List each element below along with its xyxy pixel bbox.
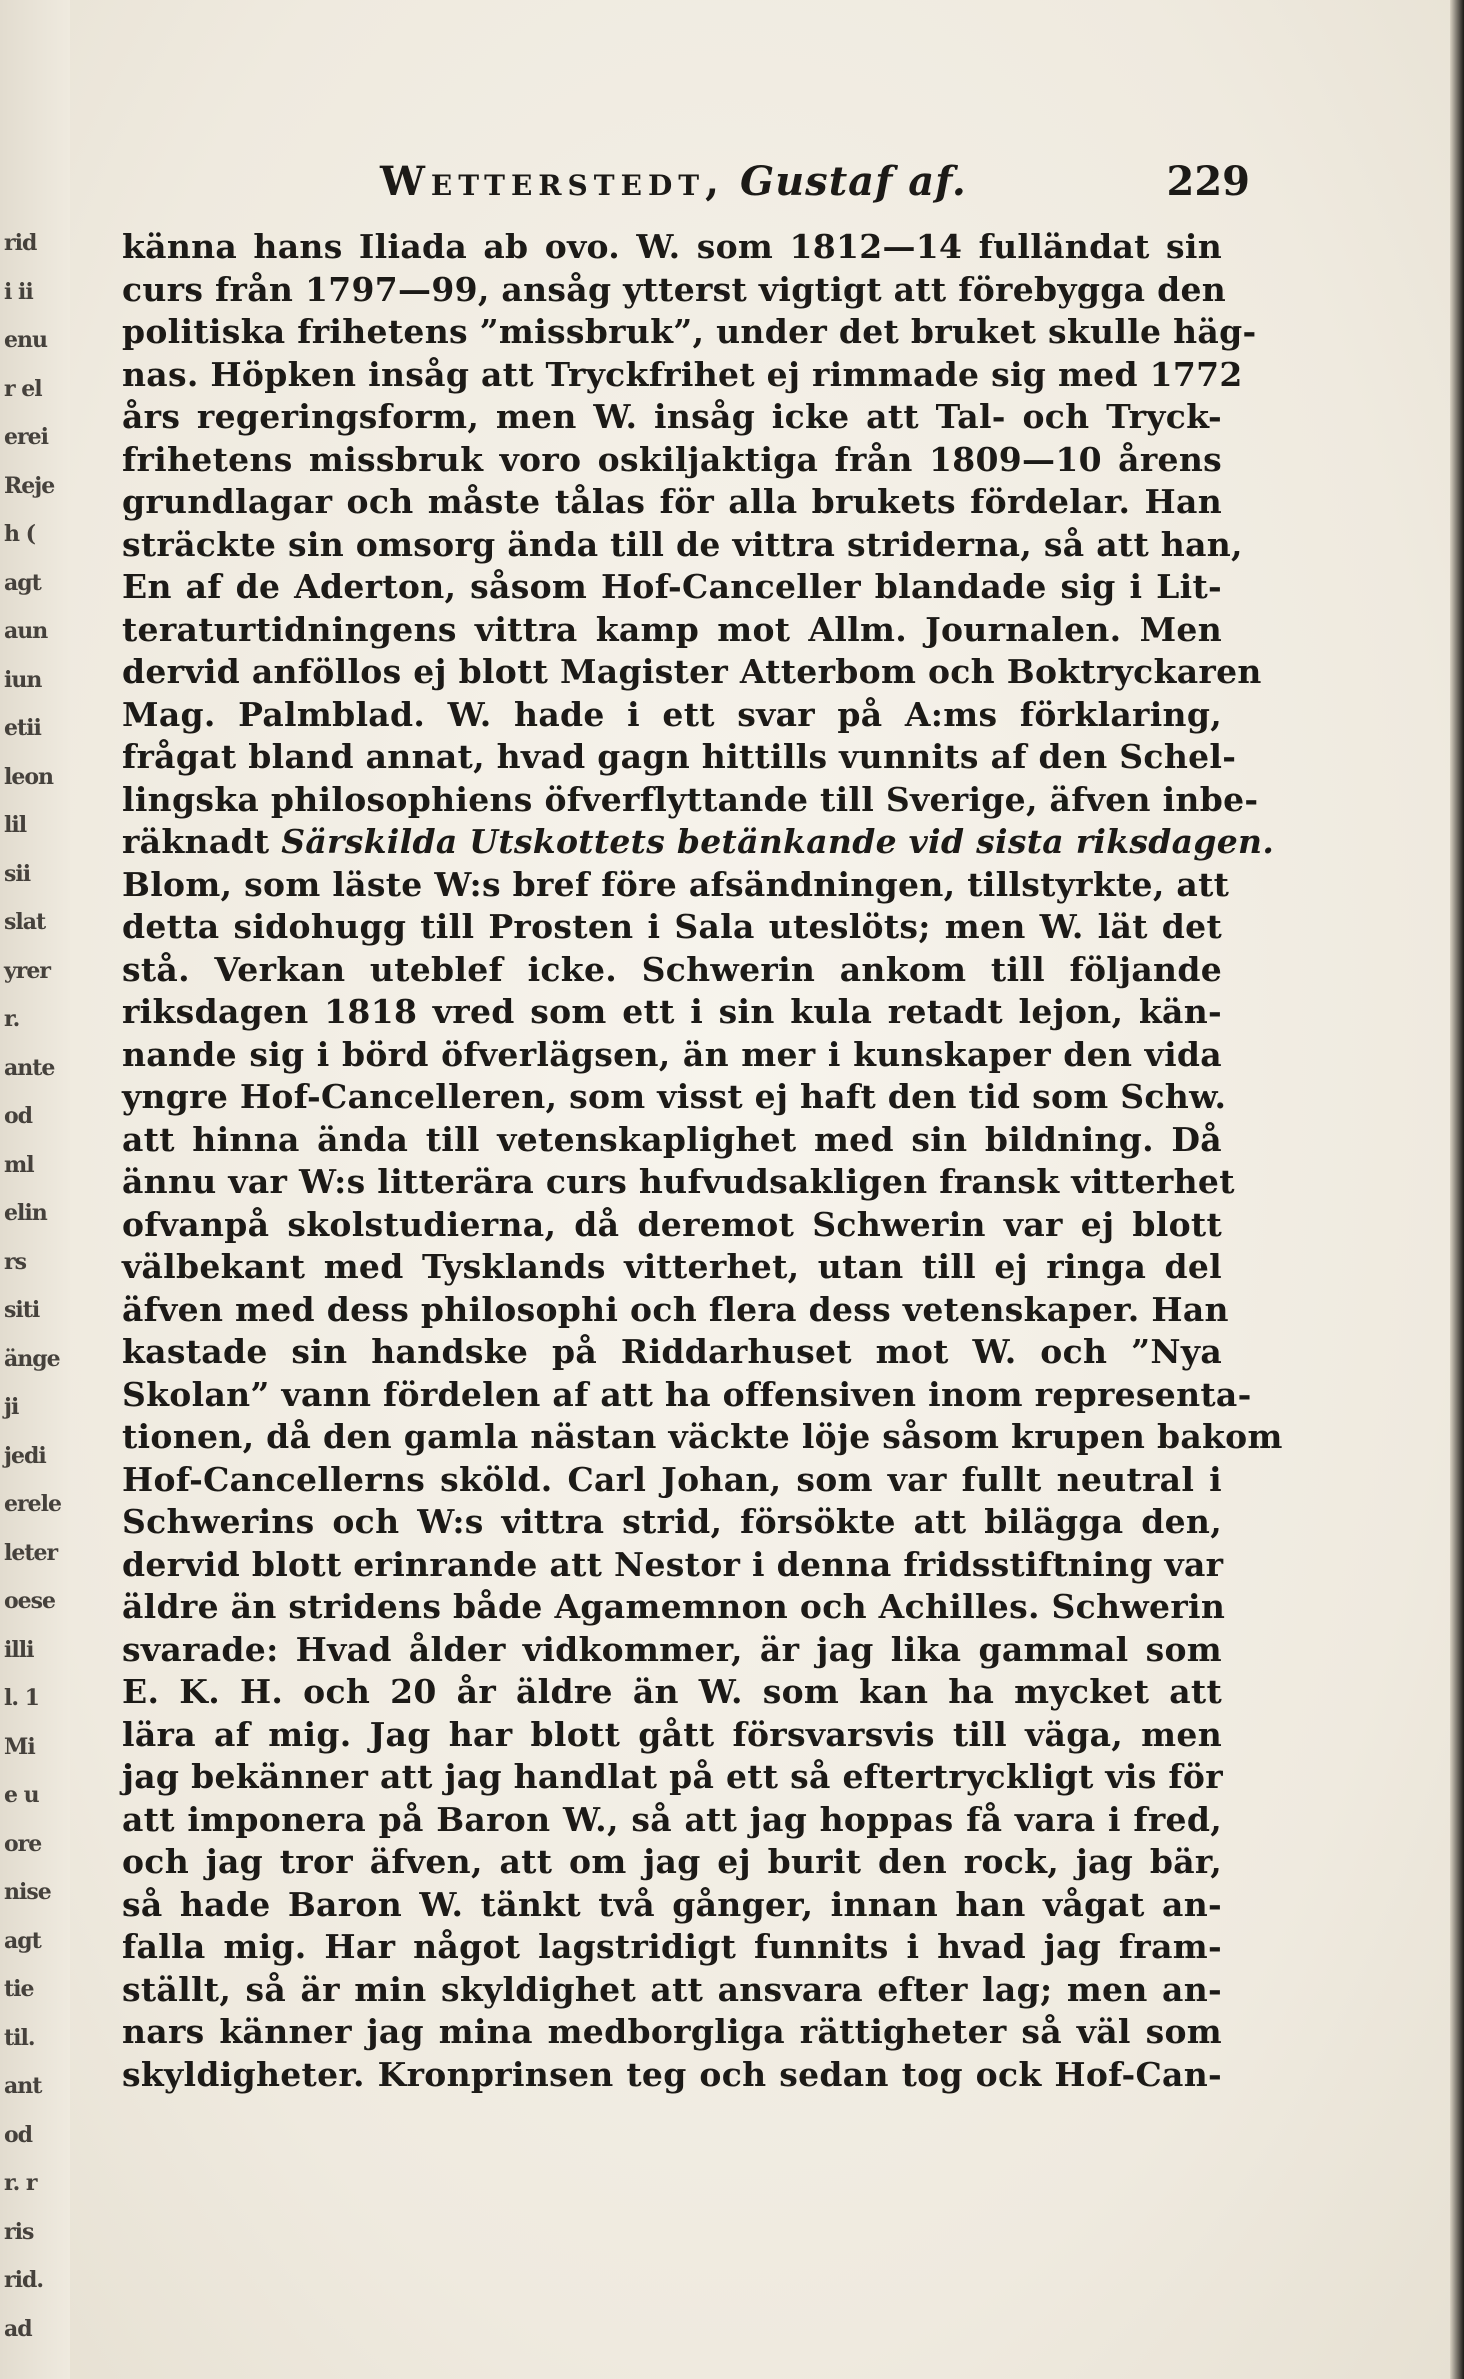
margin-fragment: ant	[4, 2073, 42, 2099]
text-line: ställt, så är min skyldighet att ansvara efter lag; men an-	[122, 1969, 1222, 2009]
text-line: svarade: Hvad ålder vidkommer, är jag lika gammal som	[122, 1629, 1222, 1669]
page-header	[380, 158, 1250, 208]
margin-fragment: r. r	[4, 2170, 37, 2196]
text-line: kastade sin handske på Riddarhuset mot W. och ”Nya	[122, 1332, 1222, 1371]
margin-fragment: aun	[4, 618, 48, 644]
text-line: känna hans Iliada ab ovo. W. som 1812—14 fulländat sin	[122, 227, 1222, 266]
running-head	[380, 158, 967, 205]
margin-fragment: ad	[4, 2315, 32, 2342]
margin-fragment: ji	[4, 1394, 19, 1420]
text-line: riksdagen 1818 vred som ett i sin kula retadt lejon, kän-	[122, 992, 1222, 1031]
text-line: lära af mig. Jag har blott gått försvarsvis till väga, men	[122, 1714, 1222, 1754]
margin-fragment: agt	[4, 569, 41, 596]
margin-fragment: rid	[4, 230, 37, 256]
text-line: En af de Aderton, såsom Hof-Canceller blandade sig i Lit-	[122, 567, 1222, 606]
text-line: Blom, som läste W:s bref före afsändningen, tillstyrkte, att	[122, 864, 1230, 904]
margin-fragment: ris	[4, 2218, 34, 2245]
italic-title: Särskilda Utskottets betänkande vid sista riksdagen.	[281, 822, 1275, 861]
page-number: 229	[1166, 158, 1250, 205]
text-line-with-title	[122, 821, 1275, 864]
margin-fragment: erele	[4, 1491, 61, 1517]
margin-fragment: e u	[4, 1782, 39, 1808]
margin-fragment: ore	[4, 1830, 42, 1857]
text-line: att hinna ända till vetenskaplighet med sin bildning. Då	[122, 1119, 1222, 1159]
margin-fragment: rs	[4, 1248, 26, 1275]
text-line: så hade Baron W. tänkt två gånger, innan han vågat an-	[122, 1884, 1222, 1924]
margin-fragment: iun	[4, 666, 42, 693]
margin-fragment: od	[4, 1103, 33, 1129]
text-line: Mag. Palmblad. W. hade i ett svar på A:ms förklaring,	[122, 694, 1222, 734]
text-line: Hof-Cancellerns sköld. Carl Johan, som var fullt neutral i	[122, 1459, 1222, 1499]
text-line: välbekant med Tysklands vitterhet, utan till ej ringa del	[122, 1247, 1222, 1286]
text-line: dervid blott erinrande att Nestor i denna fridsstiftning var	[122, 1544, 1224, 1584]
text-line: yngre Hof-Cancelleren, som visst ej haft den tid som Schw.	[122, 1077, 1227, 1116]
margin-fragment: tie	[4, 1976, 34, 2002]
margin-fragment: r.	[4, 1006, 20, 1032]
text-line: skyldigheter. Kronprinsen teg och sedan tog ock Hof-Can-	[122, 2054, 1222, 2094]
text-line: curs från 1797—99, ansåg ytterst vigtigt att förebygga den	[122, 269, 1227, 309]
text-line: stå. Verkan uteblef icke. Schwerin ankom till följande	[122, 949, 1222, 989]
margin-fragment: yrer	[4, 957, 50, 984]
margin-fragment: erei	[4, 424, 48, 450]
margin-fragment: etii	[4, 715, 41, 741]
text-line: lingska philosophiens öfverflyttande till Sverige, äfven inbe-	[122, 779, 1259, 819]
text-line: frihetens missbruk voro oskiljaktiga från 1809—10 årens	[122, 439, 1222, 479]
margin-fragment: illi	[4, 1636, 34, 1663]
margin-fragment: rid.	[4, 2267, 43, 2293]
margin-fragment: slat	[4, 909, 46, 935]
margin-fragment: siti	[4, 1297, 40, 1323]
text-line: detta sidohugg till Prosten i Sala uteslöts; men W. lät det	[122, 907, 1222, 946]
margin-fragment: änge	[4, 1345, 60, 1372]
text-line: äldre än stridens både Agamemnon och Achilles. Schwerin	[122, 1587, 1226, 1626]
margin-fragment: enu	[4, 327, 47, 353]
running-head-given: Gustaf af.	[739, 158, 967, 205]
text-line: grundlagar och måste tålas för alla brukets fördelar. Han	[122, 482, 1222, 521]
text-line: nars känner jag mina medborgliga rättigheter så väl som	[122, 2012, 1222, 2051]
margin-fragment: leter	[4, 1539, 58, 1566]
text-line: års regeringsform, men W. insåg icke att Tal- och Tryck-	[122, 397, 1222, 436]
margin-fragment: elin	[4, 1200, 47, 1226]
text-line: äfven med dess philosophi och flera dess vetenskaper. Han	[122, 1289, 1229, 1329]
margin-fragment: l. 1	[4, 1685, 39, 1711]
margin-fragment: leon	[4, 763, 54, 790]
text-line: sträckte sin omsorg ända till de vittra striderna, så att han,	[122, 524, 1243, 564]
margin-fragment: nise	[4, 1879, 51, 1905]
text-line: ännu var W:s litterära curs hufvudsakligen fransk vitterhet	[122, 1162, 1235, 1201]
margin-fragment: lil	[4, 812, 27, 838]
margin-fragment: i ii	[4, 278, 33, 305]
body-text	[122, 226, 1283, 2096]
margin-fragment: oese	[4, 1588, 56, 1614]
text-line: frågat bland annat, hvad gagn hittills vunnits af den Schel-	[122, 737, 1237, 776]
margin-fragment: jedi	[4, 1442, 46, 1469]
text-line: politiska frihetens ”missbruk”, under det bruket skulle häg-	[122, 312, 1257, 351]
text-line: dervid anföllos ej blott Magister Atterbom och Boktryckaren	[122, 652, 1262, 691]
text-line: falla mig. Har något lagstridigt funnits i hvad jag fram-	[122, 1927, 1222, 1966]
margin-fragment: Mi	[4, 1733, 35, 1760]
page-edge-shadow	[1450, 0, 1464, 2379]
margin-fragment: h (	[4, 521, 36, 547]
text-line: tionen, då den gamla nästan väckte löje såsom krupen bakom	[122, 1417, 1283, 1456]
text-line-start: räknadt	[122, 822, 270, 861]
margin-fragment: til.	[4, 2024, 35, 2051]
margin-fragment: ante	[4, 1054, 55, 1081]
text-line: ofvanpå skolstudierna, då deremot Schwerin var ej blott	[122, 1204, 1222, 1244]
text-line: teraturtidningens vittra kamp mot Allm. Journalen. Men	[122, 609, 1222, 649]
margin-fragment: sii	[4, 860, 31, 887]
margin-fragment: ml	[4, 1151, 34, 1178]
text-line: att imponera på Baron W., så att jag hoppas få vara i fred,	[122, 1799, 1222, 1839]
running-head-surname: Wetterstedt,	[380, 158, 725, 205]
margin-fragment: agt	[4, 1927, 41, 1954]
text-line: och jag tror äfven, att om jag ej burit den rock, jag bär,	[122, 1842, 1222, 1881]
adjacent-page-bleed	[0, 0, 70, 2379]
text-line: Skolan” vann fördelen af att ha offensiven inom representa-	[122, 1374, 1252, 1414]
margin-fragment: od	[4, 2121, 33, 2148]
margin-fragment: Reje	[4, 472, 55, 499]
text-line: Schwerins och W:s vittra strid, försökte att bilägga den,	[122, 1502, 1222, 1541]
text-line: jag bekänner att jag handlat på ett så eftertryckligt vis för	[122, 1757, 1223, 1796]
text-line: E. K. H. och 20 år äldre än W. som kan ha mycket att	[122, 1672, 1222, 1711]
margin-fragment: r el	[4, 375, 42, 402]
text-line: nande sig i börd öfverlägsen, än mer i kunskaper den vida	[122, 1034, 1222, 1074]
text-line: nas. Höpken insåg att Tryckfrihet ej rimmade sig med 1772	[122, 354, 1243, 394]
